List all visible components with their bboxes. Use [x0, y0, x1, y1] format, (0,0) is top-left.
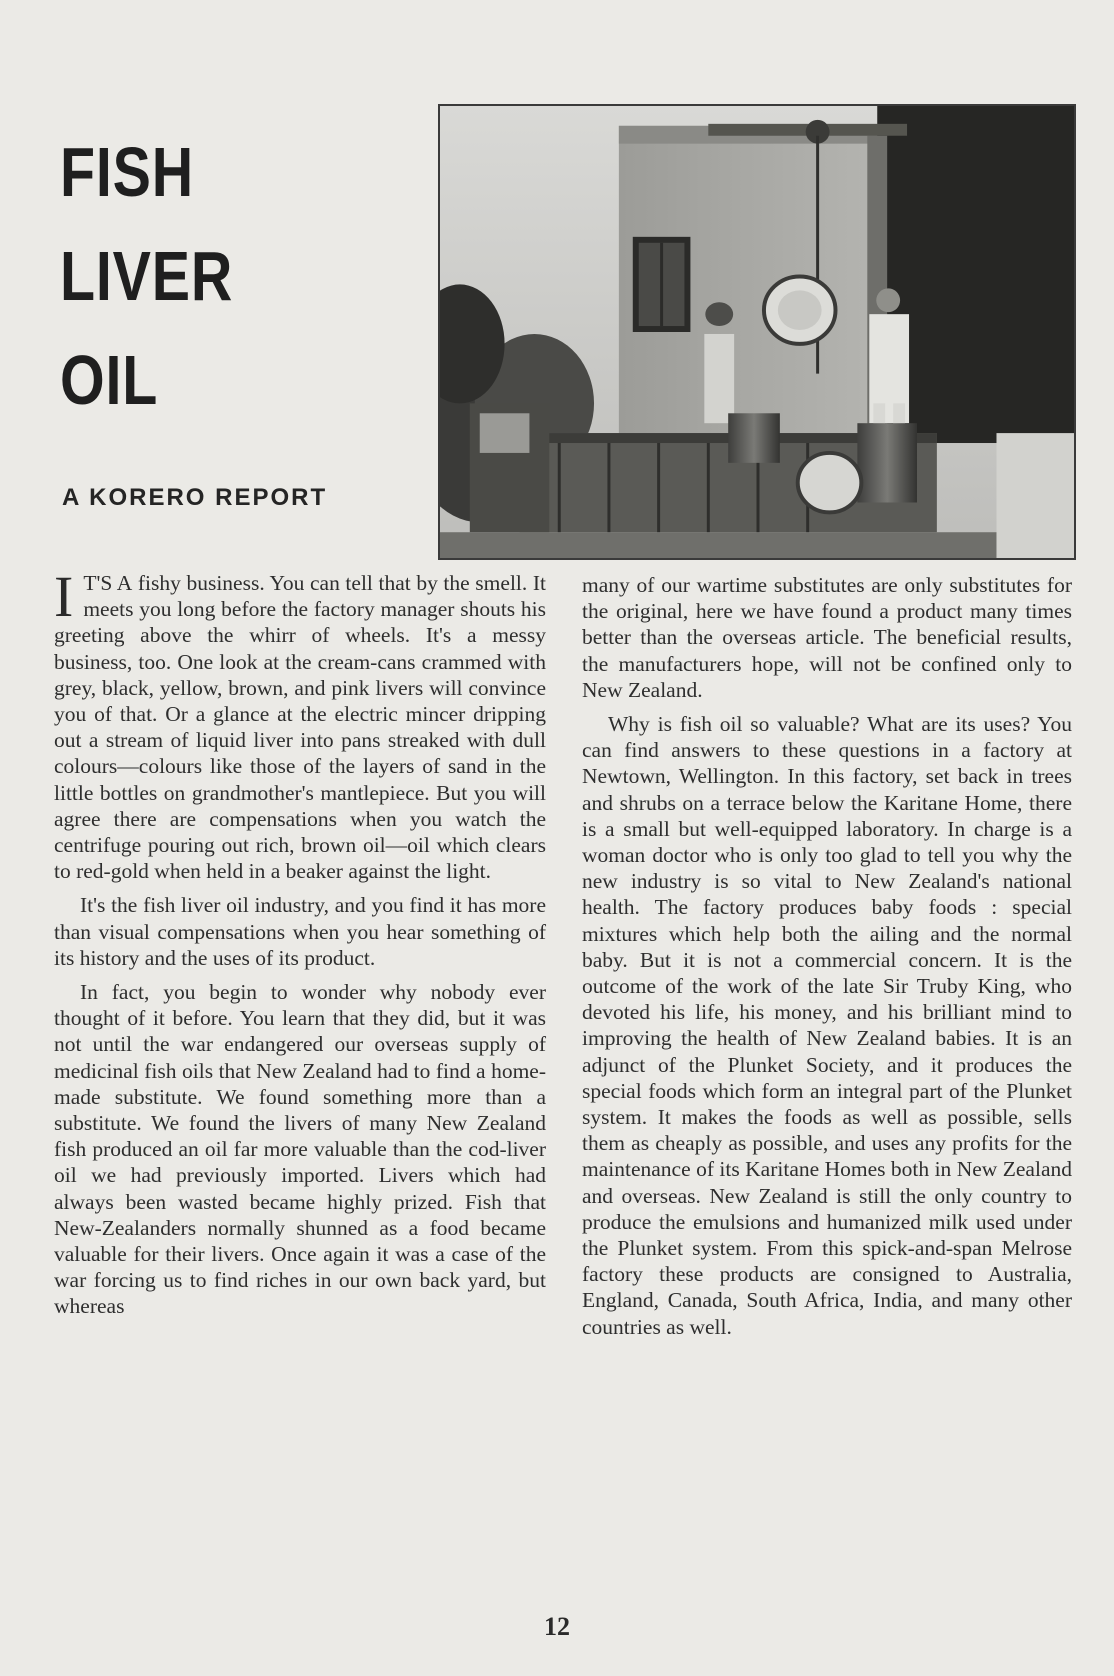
opening-smallcaps: T'S A [83, 571, 133, 595]
paragraph-1-text: fishy business. You can tell that by the smell. It meets you long before the factory manager shouts his greeting above the whirr of wheels. It's a messy business, too. One look at the cream-cans crammed with grey, black, yellow, brown, and pink livers will convince you of that. Or a glance at the electric mincer dripping out a stream of liquid liver into pans streaked with dull colours—colours like those of the layers of sand in the little bottles on grandmother's mantlepiece. But you will agree there are compensations when you watch the centrifuge pouring out rich, brown oil—oil which clears to red-gold when held in a beaker against the light. [54, 571, 546, 884]
article-column-right [582, 572, 1072, 1348]
page-number: 12 [544, 1612, 570, 1641]
title-line-3: OIL [60, 341, 159, 419]
article-subtitle: A KORERO REPORT [62, 484, 328, 511]
factory-truck-photo [438, 104, 1076, 560]
paragraph-4: Why is fish oil so valuable? What are its uses? You can find answers to these questions in a factory at Newtown, Wellington. In this factory, set back in trees and shrubs on a terrace below the Karitane Home, there is a small but well-equipped laboratory. In charge is a woman doctor who is only too glad to tell you why the new industry is so vital to New Zealand's national health. The factory produces baby foods : special mixtures which help both the ailing and the normal baby. But it is not a commercial concern. It is the outcome of the work of the late Sir Truby King, who devoted his life, his money, and his brilliant mind to improving the health of New Zealand babies. It is an adjunct of the Plunket Society, and it produces the special foods which form an integral part of the Plunket system. It makes the foods as well as possible, sells them as cheaply as possible, and uses any profits for the maintenance of its Karitane Homes both in New Zealand and overseas. New Zealand is still the only country to produce the emulsions and humanized milk used under the Plunket system. From this spick-and-span Melrose factory these products are consigned to Australia, England, Canada, South Africa, India, and many other countries as well. [582, 712, 1072, 1339]
paragraph-3: In fact, you begin to wonder why nobody ever thought of it before. You learn that they did, but it was not until the war endangered our overseas supply of medicinal fish oils that New Zealand had to find a home-made substitute. We found something more than a substitute. We found the livers of many New Zealand fish produced an oil far more valuable than the cod-liver oil we had previously imported. Livers which had always been wasted became highly prized. Fish that New-Zealanders normally shunned as a food became valuable for their livers. Once again it was a case of the war forcing us to find riches in our own back yard, but whereas [54, 980, 546, 1319]
title-line-1: FISH [60, 133, 195, 211]
article-title [60, 120, 233, 432]
article-column-left [54, 564, 546, 1328]
factory-truck-photo-image [440, 106, 1074, 558]
drop-cap: I [54, 564, 74, 629]
title-line-2: LIVER [60, 237, 234, 315]
paragraph-1 [54, 564, 546, 884]
paragraph-2: It's the fish liver oil industry, and you find it has more than visual compensations when you hear something of its history and the uses of its product. [54, 893, 546, 970]
paragraph-3-continued: many of our wartime substitutes are only substitutes for the original, here we have found a product many times better than the overseas article. The beneficial results, the manufacturers hope, will not be confined only to New Zealand. [582, 573, 1072, 702]
